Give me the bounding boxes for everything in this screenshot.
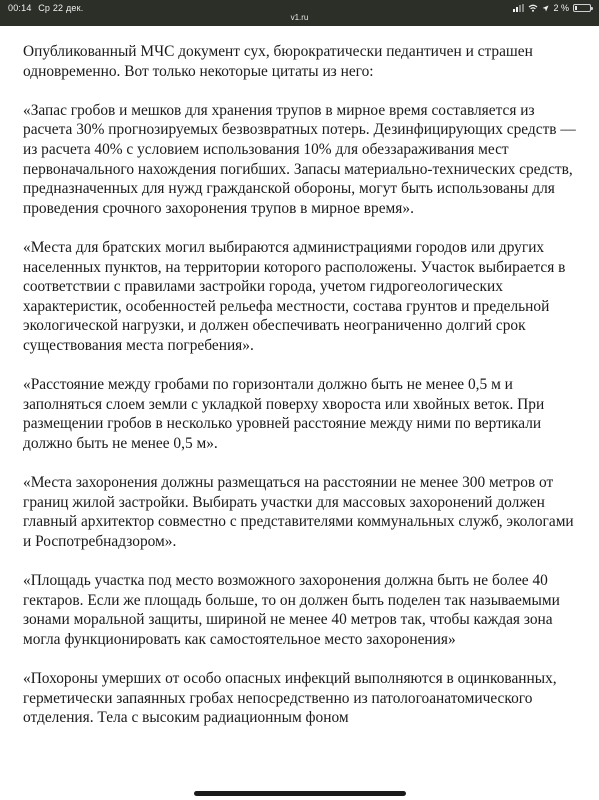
article-quote: «Места для братских могил выбираются администрациями городов или других населенных пунктов, на территории которого расположены. Участок выбирается в соответствии с правилами застройки города, учетом гидрогеологических характеристик, особенностей рельефа местности, состава грунтов и предельной экологической нагрузки, и должен обеспечивать неограниченно долгий срок существования места погребения». [23,238,566,354]
battery-icon [573,4,591,12]
address-url[interactable]: v1.ru [290,13,309,22]
status-date: Ср 22 дек. [38,3,84,13]
wifi-icon [528,4,538,12]
article-quote: «Места захоронения должны размещаться на расстоянии не менее 300 метров от границ жилой застройки. Выбирать участки для массовых захоронений должен главный архитектор совместно с представителями коммунальных служб, экологами и Роспотребнадзором». [23,474,574,550]
cellular-signal-icon [513,4,524,12]
status-time: 00:14 [8,3,32,13]
article-quote: «Расстояние между гробами по горизонтали должно быть не менее 0,5 м и заполняться слоем земли с укладкой поверху хвороста или хвойных веток. При размещении гробов в несколько уровней расстояние между ними по вертикали должно быть не менее 0,5 м». [23,376,545,452]
article-quote: «Запас гробов и мешков для хранения трупов в мирное время составляется из расчета 30% прогнозируемых безвозвратных потерь. Дезинфицирующих средств — из расчета 40% с условием использования 10% для обеззараживания мест первоначального нахождения погибших. Запасы материально-технических средств, предназначенных для нужд гражданской обороны, могут быть использованы для проведения срочного захоронения трупов в мирное время». [23,101,576,217]
article-quote: «Похороны умерших от особо опасных инфекций выполняются в оцинкованных, герметически запаянных гробах непосредственно из патологоанатомического отделения. Тела с высоким радиационным фоном [23,670,557,727]
status-indicators [513,2,591,14]
home-indicator[interactable] [194,791,406,796]
article-quote: «Площадь участка под место возможного захоронения должна быть не более 40 гектаров. Если же площадь больше, то он должен быть поделен так называемыми зонами моральной защиты, шириной не менее 40 метров так, чтобы каждая зона могла функционировать как самостоятельное место захоронения» [23,572,560,648]
article-paragraph: Опубликованный МЧС документ сух, бюрократически педантичен и страшен одновременно. Вот только некоторые цитаты из него: [23,43,533,80]
battery-fill [575,6,577,10]
battery-percent: 2 % [553,3,569,13]
status-bar [0,0,599,26]
location-arrow-icon [542,5,549,12]
article-body [23,42,583,747]
